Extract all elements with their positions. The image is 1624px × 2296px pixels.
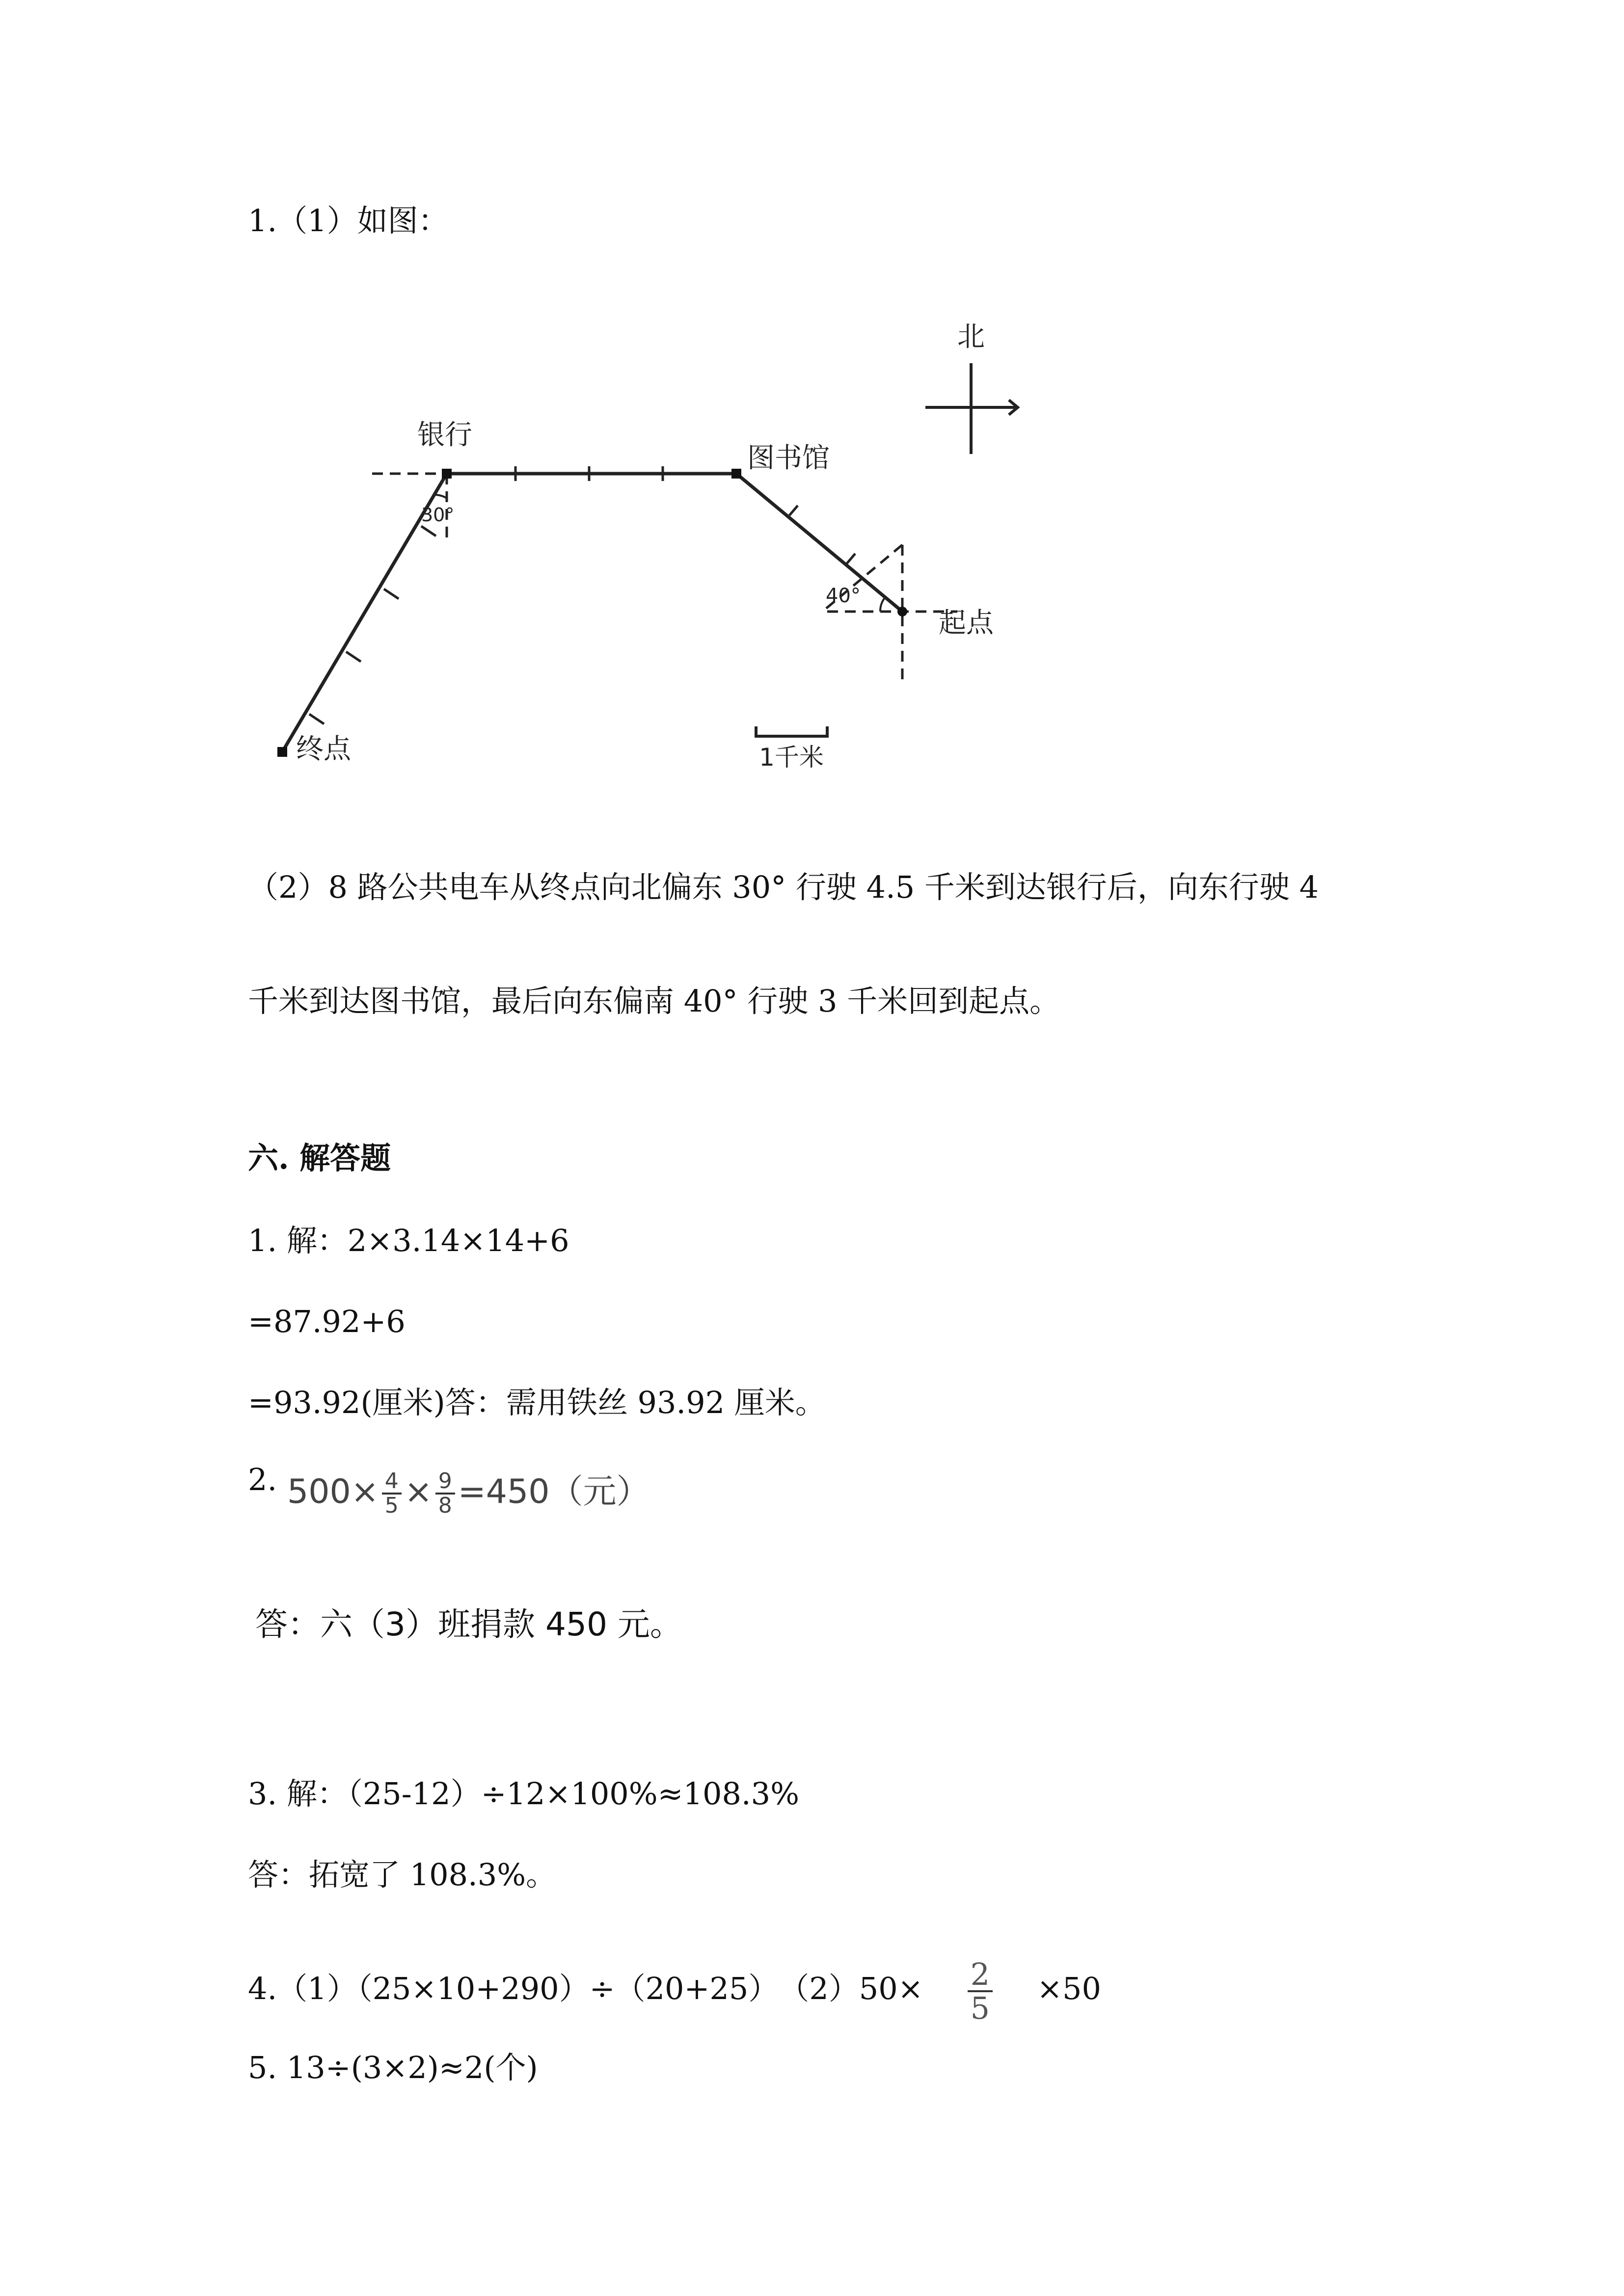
fraction-numerator: 4 bbox=[382, 1470, 402, 1495]
library-label: 图书馆 bbox=[747, 442, 830, 474]
fraction-9-8 bbox=[435, 1470, 455, 1517]
guide-lines bbox=[372, 474, 957, 682]
start-point bbox=[897, 607, 907, 616]
fraction-denominator: 5 bbox=[970, 1990, 990, 2027]
angle-label-bank: 30° bbox=[421, 504, 455, 526]
fraction-numerator: 9 bbox=[435, 1470, 455, 1495]
answer1-line3: =93.92(厘米)答：需用铁丝 93.92 厘米。 bbox=[248, 1385, 826, 1420]
formula-part: 500× bbox=[287, 1472, 379, 1511]
route bbox=[282, 474, 902, 752]
formula-part: 4.（1）（25×10+290）÷（20+25） （2）50× bbox=[248, 1971, 923, 2007]
end-point bbox=[277, 747, 287, 757]
formula-part: =450（元） bbox=[458, 1472, 650, 1511]
answer2-formula bbox=[287, 1470, 650, 1517]
angle-arc-start bbox=[880, 597, 885, 612]
answer1-line1: 1. 解：2×3.14×14+6 bbox=[248, 1223, 569, 1258]
fraction-denominator: 8 bbox=[438, 1493, 452, 1519]
fraction-numerator: 2 bbox=[968, 1958, 993, 1992]
formula-part: ×50 bbox=[1037, 1971, 1101, 2007]
q1-part2-line1: （2）8 路公共电车从终点向北偏东 30° 行驶 4.5 千米到达银行后，向东行驶 4 bbox=[248, 869, 1319, 905]
answer5: 5. 13÷(3×2)≈2(个) bbox=[248, 2050, 538, 2085]
library-point bbox=[731, 469, 741, 479]
angle-arc-bank bbox=[434, 495, 447, 498]
start-label: 起点 bbox=[939, 607, 994, 639]
section-title: 六. 解答题 bbox=[248, 1140, 391, 1176]
q1-part1-text: 1.（1）如图： bbox=[248, 203, 449, 239]
fraction-denominator: 5 bbox=[384, 1493, 399, 1519]
north-label: 北 bbox=[957, 321, 985, 353]
answer2-number: 2. bbox=[248, 1462, 277, 1497]
bank-point bbox=[442, 469, 452, 479]
fraction-2-5 bbox=[968, 1956, 993, 2027]
scale-label: 1千米 bbox=[759, 743, 824, 772]
fraction-4-5 bbox=[382, 1470, 402, 1517]
formula-part: × bbox=[404, 1472, 433, 1511]
answer1-line2: =87.92+6 bbox=[248, 1304, 406, 1339]
answer4-formula bbox=[248, 1956, 1101, 2027]
q1-part2-line2: 千米到达图书馆，最后向东偏南 40° 行驶 3 千米回到起点。 bbox=[248, 983, 1060, 1019]
route-map bbox=[0, 294, 1624, 785]
bank-label: 银行 bbox=[417, 419, 472, 451]
answer2-conclusion: 答：六（3）班捐款 450 元。 bbox=[255, 1605, 682, 1643]
end-label: 终点 bbox=[296, 733, 351, 765]
answer3-line1: 3. 解：（25-12）÷12×100%≈108.3% bbox=[248, 1776, 799, 1812]
angle-label-start: 40° bbox=[826, 585, 861, 607]
compass bbox=[925, 363, 1018, 454]
scale-bar bbox=[756, 726, 827, 736]
answer3-line2: 答：拓宽了 108.3%。 bbox=[248, 1857, 557, 1893]
